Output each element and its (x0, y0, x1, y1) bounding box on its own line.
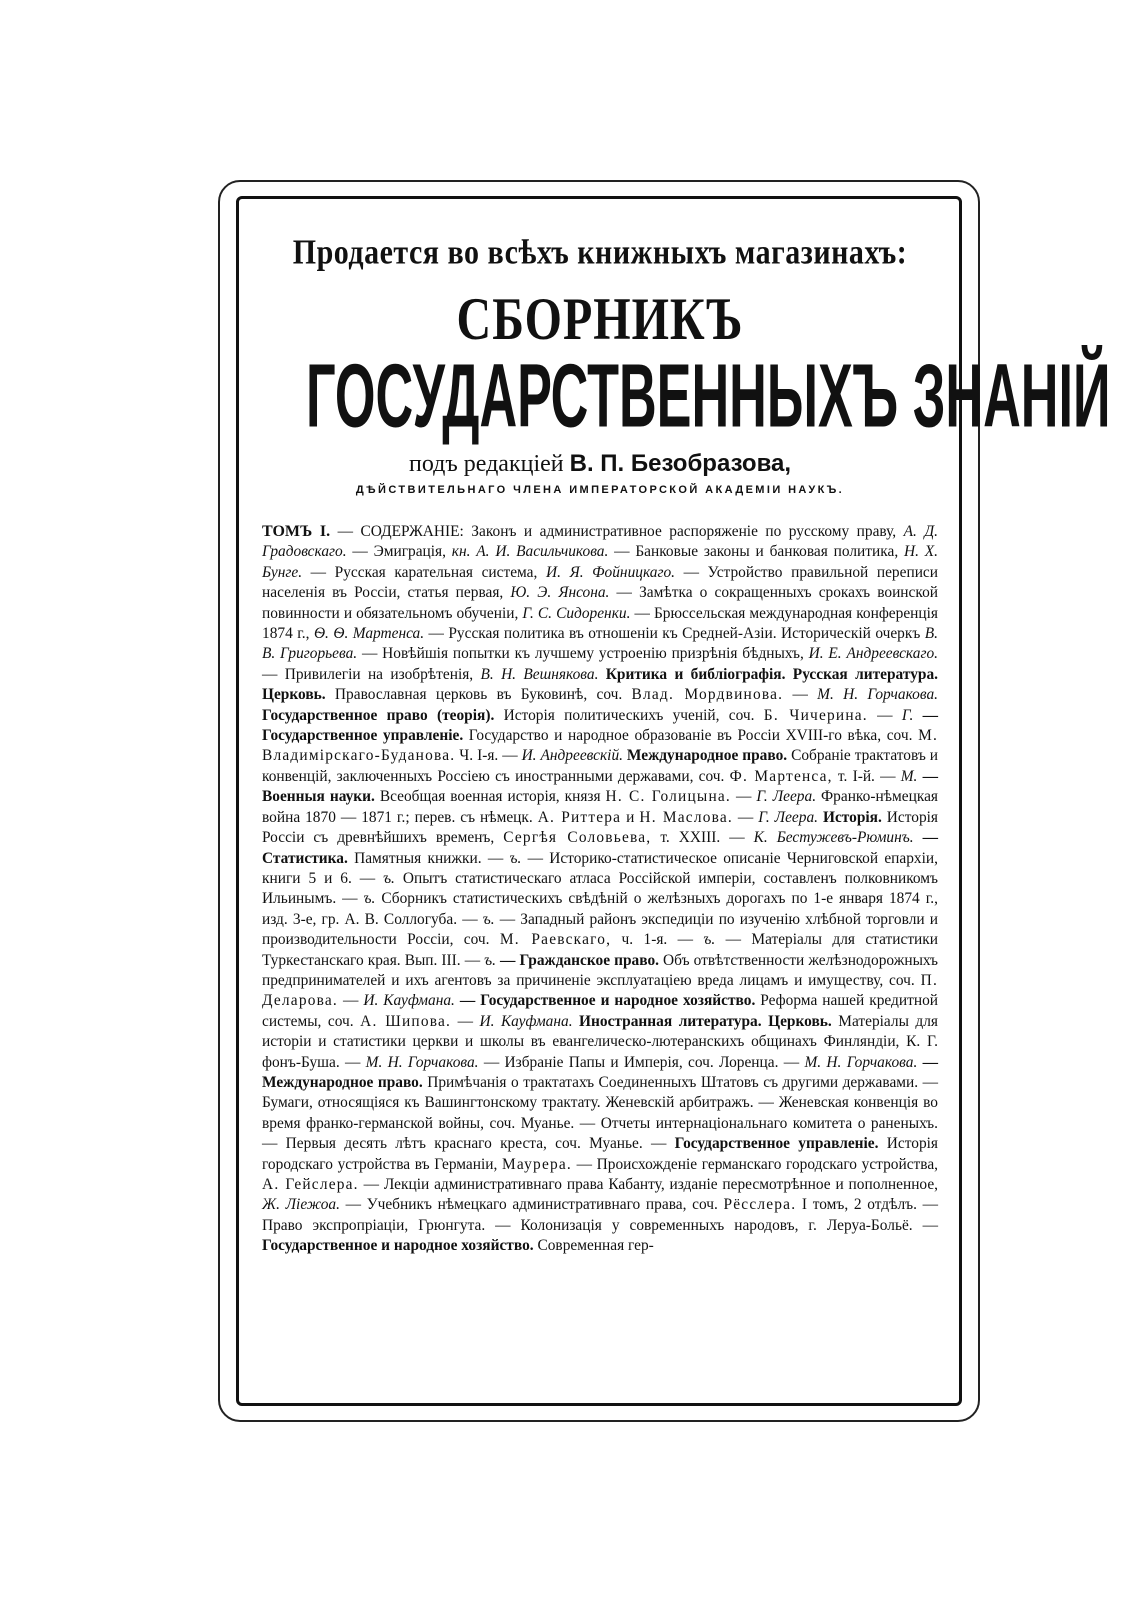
advertisement-content (262, 226, 1111, 1257)
author-name: ъ. (482, 910, 495, 928)
contents-text: — Учебникъ нѣмецкаго административнаго права, соч. (339, 1196, 724, 1214)
author-name: И. Кауфмана. (479, 1012, 573, 1030)
author-name: М. Н. Горчакова. (365, 1053, 479, 1071)
author-name: Г. Леера. (756, 788, 817, 806)
contents-text: — (867, 706, 902, 724)
author-name: А. Д. Градовскаго. (262, 523, 938, 561)
author-name: М. Владимірскаго-Буданова. (262, 727, 938, 765)
contents-text: Памятныя книжки. — (347, 849, 510, 867)
author-name: ъ. (509, 849, 522, 867)
author-name: Рёсслера. (723, 1196, 797, 1214)
section-heading: Государственное управленіе. (674, 1135, 879, 1153)
contents-text: ч. 1-я. — (611, 931, 704, 949)
contents-text: Ч. I-я. — (455, 747, 522, 765)
contents-text: Государство и народное образованіе въ Россіи XVIII-го вѣка, соч. (463, 727, 919, 745)
contents-text: — Замѣтка о сокращенныхъ срокахъ воинской повинности и обязательномъ обученіи, (262, 584, 939, 622)
contents-text: Матеріалы для исторіи и статистики церкви и школы въ евангелическо-лютеранскихъ общинахъ Финляндіи, К. Г. фонъ-Буша. — (262, 1012, 939, 1071)
contents-text: Современная гер- (533, 1237, 654, 1255)
author-name: И. Кауфмана. (363, 992, 455, 1010)
author-name: П. Деларова. (262, 971, 938, 1010)
volume-dash: — (337, 523, 353, 540)
contents-text: Исторія политическихъ ученій, соч. (494, 706, 764, 724)
author-name: ъ. (484, 951, 496, 969)
contents-text: Собраніе трактатовъ и конвенцій, заключенныхъ Россіею съ иностранными державами, соч. (262, 747, 939, 785)
author-name: К. Бестужевъ-Рюминъ. (753, 829, 914, 847)
contents-text: Сборникъ статистическихъ свѣдѣній о желѣзныхъ дорогахъ по 1-е января 1874 г., изд. 3-е, гр. А. В. Соллогуба. — (262, 890, 938, 928)
author-name: А. Шипова. (360, 1012, 452, 1030)
contents-text: и (621, 808, 640, 826)
section-heading: — Международное право. (262, 1053, 939, 1091)
author-name: М. Раевскаго, (499, 931, 612, 949)
author-name: Г. Леера. (758, 808, 819, 826)
author-name: Ф. Мартенса, (729, 767, 833, 785)
contents-text: — Избраніе Папы и Имперія, соч. Лоренца. — (478, 1053, 805, 1071)
contents-text: — (732, 808, 759, 826)
author-name: В. В. Григорьева. (262, 625, 939, 663)
contents-text: — Матеріалы для статистики Туркестанскаго края. Вып. III. — (262, 931, 938, 969)
section-heading: — Статистика. (262, 829, 938, 867)
volume-contents (262, 522, 938, 1257)
section-heading: Иностранная литература. Церковь. (572, 1012, 832, 1030)
author-name: Н. Маслова. (639, 808, 733, 826)
contents-text: — (451, 1012, 480, 1030)
author-name: Н. С. Голицына. (605, 788, 731, 806)
volume-label: ТОМЪ I. (262, 523, 331, 540)
author-name: ъ. (383, 869, 395, 887)
contents-text: — Банковые законы и банковая политика, (608, 543, 904, 561)
author-name: Н. Х. Бунге. (262, 543, 938, 581)
author-name: ъ. (703, 931, 716, 949)
contents-text: — (783, 686, 818, 704)
contents-text: — Привилегіи на изобрѣтенія, (262, 665, 481, 683)
editor-prefix: подъ редакціей (408, 451, 564, 477)
title-state-knowledge: ГОСУДАРСТВЕННЫХЪ ЗНАНІЙ (305, 345, 1111, 446)
editor-line (262, 450, 938, 478)
contents-label: СОДЕРЖАНІЕ: (360, 523, 464, 540)
author-name: Влад. Мордвинова. (631, 686, 784, 704)
author-name: В. Н. Вешнякова. (480, 665, 599, 683)
author-name: А. Гейслера. (262, 1176, 359, 1193)
author-name: Ю. Э. Янсона. (510, 584, 610, 602)
contents-text: — (337, 992, 364, 1010)
author-name: И. Е. Андреевскаго. (808, 645, 938, 663)
contents-text: — Русская карательная система, (302, 563, 546, 581)
section-heading: Исторія. (818, 808, 882, 826)
contents-text: — Эмиграція, (346, 543, 452, 561)
contents-text: — Брюссельская международная конференція 1874 г., (262, 604, 938, 643)
author-name: М. Н. Горчакова. (817, 686, 938, 704)
author-name: И. Я. Фойницкаго. (546, 563, 676, 581)
author-name: кн. А. И. Васильчикова. (451, 543, 609, 561)
title-collection: СБОРНИКЪ (456, 286, 744, 353)
section-heading: — Гражданское право. (495, 951, 659, 969)
author-name: И. Андреевскій. (521, 747, 623, 765)
contents-text: Исторія Россіи съ древнѣйшихъ временъ, (262, 808, 939, 847)
contents-text: — Происхожденіе германскаго городскаго устройства, (571, 1155, 939, 1173)
contents-text: — Устройство правильной переписи населенія въ Россіи, статья первая, (262, 563, 939, 602)
contents-text: Исторія городскаго устройства въ Германіи, (262, 1135, 938, 1173)
section-heading: Государственное и народное хозяйство. (262, 1237, 534, 1255)
editor-title: ДѢЙСТВИТЕЛЬНАГО ЧЛЕНА ИМПЕРАТОРСКОЙ АКАДЕМІИ НАУКЪ. (355, 484, 845, 496)
contents-text: Франко-нѣмецкая война 1870 — 1871 г.; перев. съ нѣмецк. (262, 788, 939, 826)
contents-text: Всеобщая военная исторія, князя (374, 788, 606, 806)
contents-text: — (730, 788, 757, 806)
author-name: Ж. Ліежоа. (262, 1196, 340, 1214)
author-name: Сергѣя Соловьева, (503, 829, 652, 847)
contents-text: Православная церковь въ Буковинѣ, соч. (325, 686, 632, 704)
contents-text: — Новѣйшія попытки къ лучшему устроенію призрѣнія бѣдныхъ, (357, 645, 809, 663)
author-name: Маурера. (502, 1155, 572, 1173)
contents-text: — Русская политика въ отношеніи къ Средней-Азіи. Историческій очеркъ (424, 625, 925, 643)
contents-text: Реформа нашей кредитной системы, соч. (262, 992, 939, 1030)
section-heading: — Государственное и народное хозяйство. (454, 992, 756, 1010)
contents-text: т. XXIII. — (651, 829, 754, 847)
author-name: Б. Чичерина. (763, 706, 868, 724)
editor-name: В. П. Безобразова, (569, 450, 792, 477)
section-heading: — Государственное управленіе. (262, 706, 938, 745)
author-name: ъ. (363, 890, 376, 908)
section-heading: Государственное право (теорія). (262, 706, 495, 724)
author-name: А. Риттера (537, 808, 622, 826)
section-heading: Критика и библіографія. Русская литература. Церковь. (262, 665, 938, 704)
author-name: Г. (901, 706, 914, 724)
contents-text: — Лекціи административнаго права Кабанту, изданіе пересмотрѣнное и пополненное, (358, 1176, 938, 1193)
contents-text: — Историко-статистическое описаніе Черниговской епархіи, книги 5 и 6. — (262, 849, 938, 887)
author-name: М. (900, 767, 918, 785)
section-heading: — Военныя науки. (262, 767, 938, 806)
contents-text: Законъ и административное распоряженіе по русскому праву, (463, 523, 904, 540)
author-name: М. Н. Горчакова. (804, 1053, 918, 1071)
contents-text: Примѣчанія о трактатахъ Соединенныхъ Штатовъ съ другими державами. — Бумаги, относящіяся къ Вашингтонскому трактату. Женевскій арбитражъ. — Женевская конвенція во время франко-германской войны, соч. Муанье. — Отчеты интернаціональнаго комитета о раненыхъ. — Первыя десять лѣтъ краснаго креста, соч. Муанье. — (262, 1073, 938, 1153)
author-name: Г. С. Сидоренки. (522, 604, 631, 622)
section-heading: Международное право. (622, 747, 788, 765)
author-name: Ѳ. Ѳ. Мартенса. (313, 625, 425, 643)
contents-text: Опытъ статистическаго атласа Россійской имперіи, составленъ полковникомъ Ильинымъ. — (262, 869, 938, 908)
contents-text: Объ отвѣтственности желѣзнодорожныхъ предпринимателей и ихъ агентовъ за причиненіе эксплуатаціею вреда лицамъ и имуществу, соч. (262, 951, 938, 989)
contents-text: I томъ, 2 отдѣлъ. — Право экспропріаціи, Грюнгута. — Колонизація у современныхъ народовъ, г. Леруа-Больё. — (262, 1196, 938, 1234)
contents-text: — Западный районъ экспедиціи по изученію хлѣбной торговли и производительности Россіи, соч. (262, 910, 938, 949)
sale-notice: Продается во всѣхъ книжныхъ магазинахъ: (292, 233, 908, 272)
contents-text: т. I-й. — (832, 767, 901, 785)
